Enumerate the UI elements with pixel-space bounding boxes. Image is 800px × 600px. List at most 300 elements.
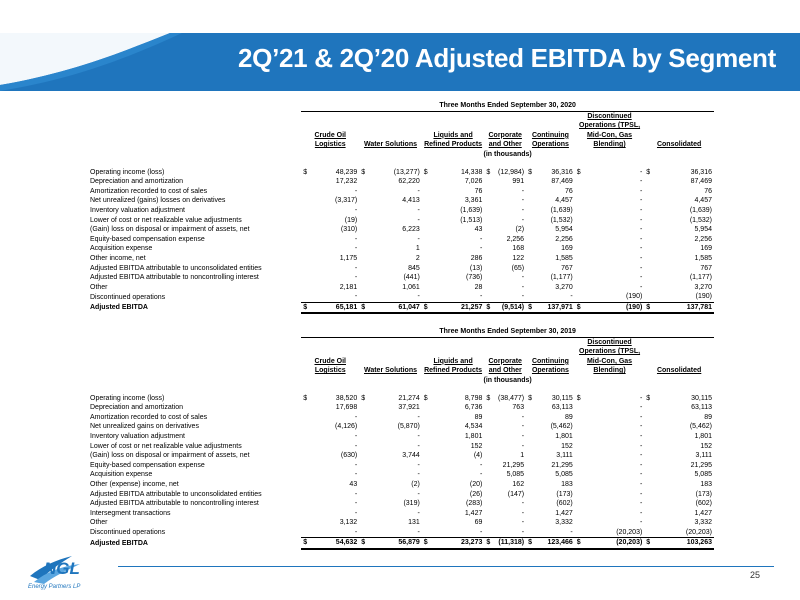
cell-value: 6,223	[402, 226, 420, 234]
cell-value: -	[521, 206, 525, 214]
dollar-sign	[644, 480, 653, 490]
dollar-sign	[526, 442, 535, 452]
dollar-sign: $	[644, 302, 653, 313]
dollar-sign	[301, 480, 310, 490]
dollar-sign: $	[576, 394, 581, 402]
spacer	[88, 150, 301, 160]
dollar-sign	[644, 283, 653, 293]
cell-value: 168	[512, 245, 525, 253]
period-header: Three Months Ended September 30, 2020	[301, 101, 714, 111]
cell-value: 63,113	[691, 404, 712, 412]
row-label: Other	[90, 519, 108, 527]
cell-value: -	[639, 423, 643, 431]
dollar-sign	[359, 206, 368, 216]
cell-value: -	[354, 274, 358, 282]
dollar-sign	[644, 528, 653, 538]
dollar-sign	[301, 235, 310, 245]
dollar-sign	[301, 518, 310, 528]
cell-value: (1,639)	[689, 206, 712, 214]
cell-value: 38,520	[335, 394, 358, 402]
dollar-sign: $	[644, 538, 653, 549]
page-number: 25	[749, 570, 760, 580]
dollar-sign	[575, 235, 584, 245]
dollar-sign	[422, 216, 431, 226]
cell-value: 1,061	[402, 283, 420, 291]
cell-value: 2,256	[555, 235, 573, 243]
dollar-sign	[526, 177, 535, 187]
column-header	[644, 337, 714, 376]
cell-value: -	[570, 293, 573, 301]
table-row	[88, 292, 714, 302]
cell-value: -	[354, 206, 358, 214]
cell-value: -	[639, 264, 643, 272]
cell-value: 1,585	[555, 254, 573, 262]
dollar-sign	[301, 509, 310, 519]
spacer	[88, 111, 301, 150]
row-label: Equity-based compensation expense	[90, 235, 205, 243]
cell-value: (736)	[466, 274, 483, 282]
cell-value: 21,295	[551, 461, 573, 469]
dollar-sign	[644, 413, 653, 423]
dollar-sign	[484, 187, 493, 197]
table-row	[88, 273, 714, 283]
table-row	[88, 394, 714, 404]
dollar-sign	[422, 235, 431, 245]
table-row	[88, 422, 714, 432]
cell-value: -	[639, 490, 643, 498]
dollar-sign	[359, 413, 368, 423]
cell-value: -	[417, 461, 420, 469]
cell-value: (1,639)	[550, 206, 573, 214]
cell-value: (190)	[625, 293, 643, 301]
cell-value: 286	[470, 254, 483, 262]
cell-value: -	[480, 471, 483, 479]
cell-value: -	[354, 245, 358, 253]
cell-value: -	[521, 197, 525, 205]
dollar-sign	[301, 499, 310, 509]
dollar-sign	[526, 422, 535, 432]
dollar-sign	[644, 499, 653, 509]
column-header	[575, 337, 645, 376]
cell-value: 4,457	[555, 197, 573, 205]
cell-value: 21,295	[502, 461, 525, 469]
cell-value: -	[639, 461, 643, 469]
dollar-sign: $	[486, 394, 491, 402]
cell-value: 14,338	[460, 168, 483, 176]
cell-value: (630)	[340, 452, 358, 460]
dollar-sign: $	[528, 168, 532, 176]
column-header-label: Discontinued Operations (TPSL, Mid-Con, Gas Blending)	[579, 338, 641, 375]
dollar-sign	[575, 196, 584, 206]
dollar-sign: $	[361, 168, 366, 176]
row-label: Intersegment transactions	[90, 509, 171, 517]
cell-value: (319)	[403, 500, 420, 508]
cell-value: -	[521, 283, 525, 291]
dollar-sign	[526, 499, 535, 509]
cell-value: (173)	[695, 490, 712, 498]
dollar-sign	[575, 244, 584, 254]
total-value: 54,632	[311, 538, 360, 549]
dollar-sign	[575, 461, 584, 471]
cell-value: 3,132	[339, 519, 358, 527]
cell-value: -	[417, 432, 420, 440]
cell-value: 17,698	[335, 404, 358, 412]
dollar-sign	[575, 422, 584, 432]
row-label: Other income, net	[90, 254, 146, 262]
dollar-sign	[422, 509, 431, 519]
cell-value: (13)	[469, 264, 483, 272]
dollar-sign	[575, 264, 584, 274]
cell-value: 3,111	[695, 452, 712, 460]
cell-value: (441)	[403, 274, 420, 282]
dollar-sign	[526, 225, 535, 235]
dollar-sign	[301, 187, 310, 197]
cell-value: (5,870)	[397, 423, 420, 431]
cell-value: -	[480, 293, 483, 301]
dollar-sign	[644, 432, 653, 442]
dollar-sign	[484, 196, 493, 206]
dollar-sign	[301, 254, 310, 264]
total-value: 123,466	[535, 538, 574, 549]
cell-value: -	[639, 500, 643, 508]
cell-value: -	[570, 528, 573, 536]
dollar-sign	[484, 518, 493, 528]
cell-value: (1,532)	[689, 216, 712, 224]
dollar-sign	[422, 225, 431, 235]
dollar-sign: $	[359, 538, 368, 549]
ebitda-table-2020	[88, 101, 714, 314]
cell-value: -	[639, 197, 643, 205]
cell-value: 152	[470, 442, 483, 450]
cell-value: (20)	[469, 480, 483, 488]
dollar-sign: $	[526, 538, 535, 549]
spacer	[88, 101, 301, 111]
table-row	[88, 177, 714, 187]
cell-value: 3,332	[694, 519, 712, 527]
row-label: Equity-based compensation expense	[90, 461, 205, 469]
cell-value: (4,126)	[335, 423, 358, 431]
cell-value: 43	[349, 480, 358, 488]
dollar-sign	[575, 206, 584, 216]
dollar-sign	[422, 518, 431, 528]
dollar-sign	[526, 264, 535, 274]
dollar-sign	[644, 273, 653, 283]
column-header-label: Continuing Operations	[531, 357, 569, 375]
dollar-sign: $	[575, 538, 584, 549]
dollar-sign: $	[576, 168, 581, 176]
table-row	[88, 187, 714, 197]
dollar-sign	[575, 442, 584, 452]
dollar-sign: $	[484, 302, 493, 313]
cell-value: 152	[700, 442, 712, 450]
cell-value: (283)	[466, 500, 483, 508]
dollar-sign	[575, 254, 584, 264]
dollar-sign	[484, 177, 493, 187]
cell-value: -	[521, 500, 525, 508]
column-header-label: Crude Oil Logistics	[314, 357, 346, 375]
dollar-sign	[484, 480, 493, 490]
cell-value: -	[480, 461, 483, 469]
row-label: Adjusted EBITDA attributable to noncontrolling interest	[90, 274, 259, 282]
cell-value: 2,256	[506, 235, 525, 243]
dollar-sign	[301, 490, 310, 500]
cell-value: -	[639, 235, 643, 243]
table-row	[88, 235, 714, 245]
cell-value: -	[521, 528, 525, 536]
dollar-sign	[526, 528, 535, 538]
column-header-label: Corporate and Other	[488, 357, 522, 375]
dollar-sign	[526, 283, 535, 293]
cell-value: 3,361	[464, 197, 483, 205]
dollar-sign	[359, 244, 368, 254]
units-row	[88, 150, 714, 160]
cell-value: -	[521, 187, 525, 195]
column-header	[644, 111, 714, 150]
dollar-sign	[644, 254, 653, 264]
dollar-sign	[422, 403, 431, 413]
dollar-sign	[644, 216, 653, 226]
cell-value: -	[639, 413, 643, 421]
dollar-sign	[526, 187, 535, 197]
row-label: Adjusted EBITDA attributable to noncontrolling interest	[90, 500, 259, 508]
cell-value: -	[521, 413, 525, 421]
dollar-sign	[359, 292, 368, 302]
dollar-sign: $	[646, 394, 651, 402]
column-header	[526, 111, 575, 150]
dollar-sign	[422, 196, 431, 206]
footer-rule	[118, 566, 774, 567]
column-header-label: Liquids and Refined Products	[424, 131, 483, 149]
cell-value: -	[521, 293, 525, 301]
cell-value: (2)	[515, 226, 525, 234]
dollar-sign	[644, 490, 653, 500]
dollar-sign: $	[303, 168, 308, 176]
cell-value: -	[639, 442, 643, 450]
dollar-sign	[526, 273, 535, 283]
cell-value: 1,801	[555, 432, 573, 440]
cell-value: (2)	[411, 480, 420, 488]
dollar-sign	[484, 461, 493, 471]
table-row	[88, 432, 714, 442]
cell-value: (1,177)	[689, 274, 712, 282]
cell-value: (1,177)	[550, 274, 573, 282]
cell-value: -	[417, 216, 420, 224]
cell-value: (1,639)	[460, 206, 483, 214]
cell-value: 2	[415, 254, 420, 262]
table-row	[88, 480, 714, 490]
cell-value: 4,413	[402, 197, 420, 205]
column-header-label: Corporate and Other	[488, 131, 522, 149]
dollar-sign	[359, 225, 368, 235]
dollar-sign	[359, 216, 368, 226]
dollar-sign	[526, 216, 535, 226]
dollar-sign	[301, 292, 310, 302]
dollar-sign	[359, 403, 368, 413]
cell-value: -	[521, 442, 525, 450]
cell-value: 3,270	[555, 283, 573, 291]
cell-value: 37,921	[398, 404, 420, 412]
dollar-sign	[484, 509, 493, 519]
column-header	[359, 337, 422, 376]
column-header-row	[88, 337, 714, 376]
cell-value: 767	[561, 264, 573, 272]
dollar-sign	[422, 442, 431, 452]
dollar-sign: $	[361, 394, 366, 402]
dollar-sign	[575, 499, 584, 509]
dollar-sign	[359, 432, 368, 442]
cell-value: (3,317)	[335, 197, 358, 205]
dollar-sign	[422, 244, 431, 254]
cell-value: 6,736	[464, 404, 483, 412]
row-label: Discontinued operations	[90, 293, 166, 301]
period-header-row	[88, 327, 714, 337]
cell-value: 1,585	[694, 254, 712, 262]
dollar-sign	[526, 196, 535, 206]
dollar-sign	[484, 442, 493, 452]
cell-value: (310)	[340, 226, 358, 234]
table-row	[88, 403, 714, 413]
cell-value: 3,270	[694, 283, 712, 291]
cell-value: -	[521, 423, 525, 431]
table-row	[88, 470, 714, 480]
cell-value: 87,469	[690, 178, 712, 186]
cell-value: 5,085	[506, 471, 525, 479]
dollar-sign	[644, 422, 653, 432]
cell-value: 122	[512, 254, 525, 262]
logo-text: NGL	[44, 559, 80, 578]
cell-value: (65)	[511, 264, 525, 272]
dollar-sign	[484, 254, 493, 264]
units-label: (in thousands)	[483, 376, 532, 384]
cell-value: 1,427	[694, 509, 712, 517]
dollar-sign	[359, 264, 368, 274]
total-row	[88, 302, 714, 313]
dollar-sign	[526, 461, 535, 471]
column-header-label: Consolidated	[656, 141, 702, 149]
cell-value: 3,744	[402, 452, 420, 460]
cell-value: -	[521, 519, 525, 527]
dollar-sign	[484, 422, 493, 432]
cell-value: 767	[700, 264, 712, 272]
dollar-sign	[301, 177, 310, 187]
dollar-sign	[301, 196, 310, 206]
dollar-sign	[484, 216, 493, 226]
dollar-sign	[484, 206, 493, 216]
cell-value: 1,427	[464, 509, 483, 517]
cell-value: 991	[512, 178, 525, 186]
dollar-sign	[359, 470, 368, 480]
dollar-sign: $	[575, 302, 584, 313]
cell-value: 1,801	[694, 432, 712, 440]
column-header	[526, 337, 575, 376]
cell-value: 43	[474, 226, 483, 234]
column-header	[359, 111, 422, 150]
cell-value: 3,332	[555, 519, 573, 527]
dollar-sign	[422, 413, 431, 423]
cell-value: -	[417, 187, 420, 195]
row-label: (Gain) loss on disposal or impairment of assets, net	[90, 226, 250, 234]
dollar-sign	[301, 273, 310, 283]
row-label: Amortization recorded to cost of sales	[90, 413, 208, 421]
dollar-sign	[644, 187, 653, 197]
cell-value: -	[521, 509, 525, 517]
cell-value: 169	[561, 245, 573, 253]
cell-value: -	[354, 471, 358, 479]
cell-value: -	[639, 480, 643, 488]
cell-value: -	[639, 283, 643, 291]
dollar-sign	[575, 283, 584, 293]
table-row	[88, 461, 714, 471]
dollar-sign	[301, 264, 310, 274]
row-label: Amortization recorded to cost of sales	[90, 187, 208, 195]
cell-value: 763	[512, 404, 525, 412]
column-header-label: Liquids and Refined Products	[424, 357, 483, 375]
dollar-sign	[422, 480, 431, 490]
dollar-sign	[359, 499, 368, 509]
dollar-sign: $	[301, 538, 310, 549]
dollar-sign	[422, 490, 431, 500]
cell-value: -	[480, 235, 483, 243]
cell-value: 17,232	[335, 178, 358, 186]
dollar-sign	[422, 499, 431, 509]
cell-value: -	[417, 293, 420, 301]
cell-value: (190)	[695, 293, 712, 301]
table-row	[88, 264, 714, 274]
total-label: Adjusted EBITDA	[90, 539, 148, 547]
column-header-label: Crude Oil Logistics	[314, 131, 346, 149]
dollar-sign	[484, 403, 493, 413]
dollar-sign	[422, 264, 431, 274]
total-value: 61,047	[368, 302, 421, 313]
cell-value: -	[639, 394, 643, 402]
cell-value: -	[354, 461, 358, 469]
cell-value: 169	[700, 245, 712, 253]
cell-value: -	[521, 274, 525, 282]
cell-value: 183	[561, 480, 573, 488]
cell-value: -	[639, 254, 643, 262]
dollar-sign	[422, 422, 431, 432]
cell-value: -	[639, 206, 643, 214]
cell-value: 7,026	[464, 178, 483, 186]
dollar-sign	[644, 461, 653, 471]
row-label: Inventory valuation adjustment	[90, 432, 185, 440]
dollar-sign	[301, 528, 310, 538]
dollar-sign	[359, 509, 368, 519]
cell-value: (147)	[507, 490, 525, 498]
cell-value: -	[417, 471, 420, 479]
total-value: 103,263	[654, 538, 714, 549]
dollar-sign	[575, 292, 584, 302]
total-value: (190)	[584, 302, 644, 313]
cell-value: (1,532)	[550, 216, 573, 224]
dollar-sign	[644, 442, 653, 452]
column-header	[301, 111, 359, 150]
dollar-sign: $	[528, 394, 532, 402]
cell-value: -	[639, 471, 643, 479]
cell-value: 30,115	[551, 394, 573, 402]
cell-value: 183	[700, 480, 712, 488]
dollar-sign	[422, 470, 431, 480]
table-row	[88, 442, 714, 452]
table-row	[88, 225, 714, 235]
dollar-sign	[644, 509, 653, 519]
total-value: 65,181	[311, 302, 360, 313]
spacer	[88, 337, 301, 376]
cell-value: 4,534	[464, 423, 483, 431]
column-header	[575, 111, 645, 150]
cell-value: -	[639, 274, 643, 282]
cell-value: -	[639, 168, 643, 176]
